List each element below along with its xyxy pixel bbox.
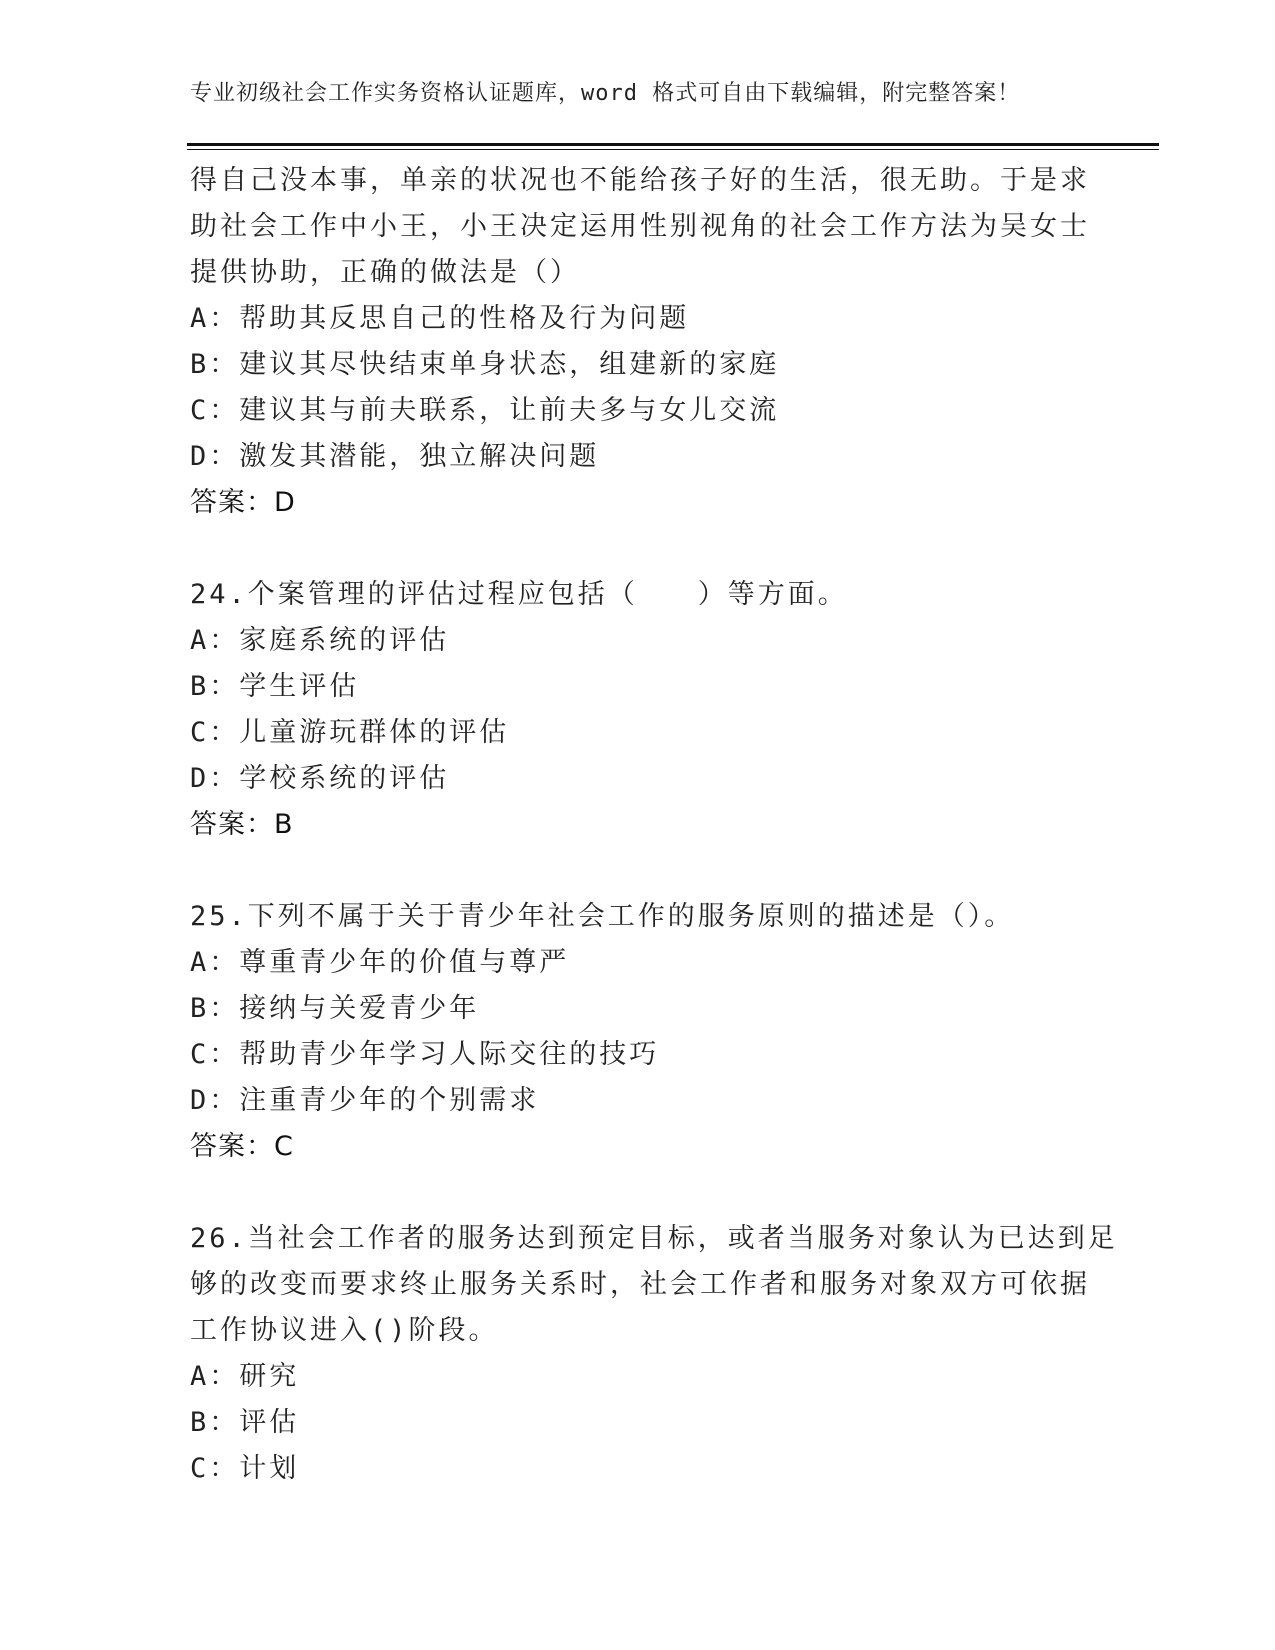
option-a: A：研究 bbox=[190, 1361, 300, 1392]
spacer bbox=[190, 526, 1090, 572]
option-b: B：评估 bbox=[190, 1407, 300, 1438]
option-c: C：建议其与前夫联系，让前夫多与女儿交流 bbox=[190, 395, 780, 426]
option-a: A：尊重青少年的价值与尊严 bbox=[190, 947, 570, 978]
answer-line: 答案：D bbox=[190, 487, 296, 518]
option-d: D：激发其潜能，独立解决问题 bbox=[190, 441, 600, 472]
option-b: B：学生评估 bbox=[190, 671, 360, 702]
question-stem-line: 26.当社会工作者的服务达到预定目标，或者当服务对象认为已达到足 bbox=[190, 1223, 1118, 1254]
option-b: B：建议其尽快结束单身状态，组建新的家庭 bbox=[190, 349, 780, 380]
question-23 bbox=[190, 158, 1090, 526]
option-c: C：儿童游玩群体的评估 bbox=[190, 717, 510, 748]
option-c: C：帮助青少年学习人际交往的技巧 bbox=[190, 1039, 660, 1070]
question-26 bbox=[190, 1216, 1118, 1492]
question-stem-line: 得自己没本事，单亲的状况也不能给孩子好的生活，很无助。于是求 bbox=[190, 165, 1090, 196]
question-stem-line: 工作协议进入()阶段。 bbox=[190, 1315, 499, 1346]
question-25 bbox=[190, 894, 1090, 1170]
spacer bbox=[190, 848, 1090, 894]
option-a: A：帮助其反思自己的性格及行为问题 bbox=[190, 303, 690, 334]
header-rule-thick bbox=[187, 143, 1159, 146]
page-header: 专业初级社会工作实务资格认证题库，word 格式可自由下载编辑，附完整答案！ bbox=[190, 81, 1021, 106]
question-24 bbox=[190, 572, 1090, 848]
question-stem-line: 25.下列不属于关于青少年社会工作的服务原则的描述是（）。 bbox=[190, 901, 1015, 932]
option-c: C：计划 bbox=[190, 1453, 300, 1484]
answer-line: 答案：C bbox=[190, 1131, 294, 1162]
question-stem-line: 24.个案管理的评估过程应包括（ ）等方面。 bbox=[190, 579, 848, 610]
option-d: D：注重青少年的个别需求 bbox=[190, 1085, 540, 1116]
header-rule-thin bbox=[187, 149, 1159, 150]
question-list bbox=[190, 158, 1118, 1492]
answer-line: 答案：B bbox=[190, 809, 294, 840]
option-a: A：家庭系统的评估 bbox=[190, 625, 450, 656]
question-stem-line: 够的改变而要求终止服务关系时，社会工作者和服务对象双方可依据 bbox=[190, 1269, 1090, 1300]
question-stem-line: 提供协助，正确的做法是（） bbox=[190, 257, 580, 288]
question-stem-line: 助社会工作中小王，小王决定运用性别视角的社会工作方法为吴女士 bbox=[190, 211, 1090, 242]
option-d: D：学校系统的评估 bbox=[190, 763, 450, 794]
spacer bbox=[190, 1170, 1090, 1216]
option-b: B：接纳与关爱青少年 bbox=[190, 993, 480, 1024]
